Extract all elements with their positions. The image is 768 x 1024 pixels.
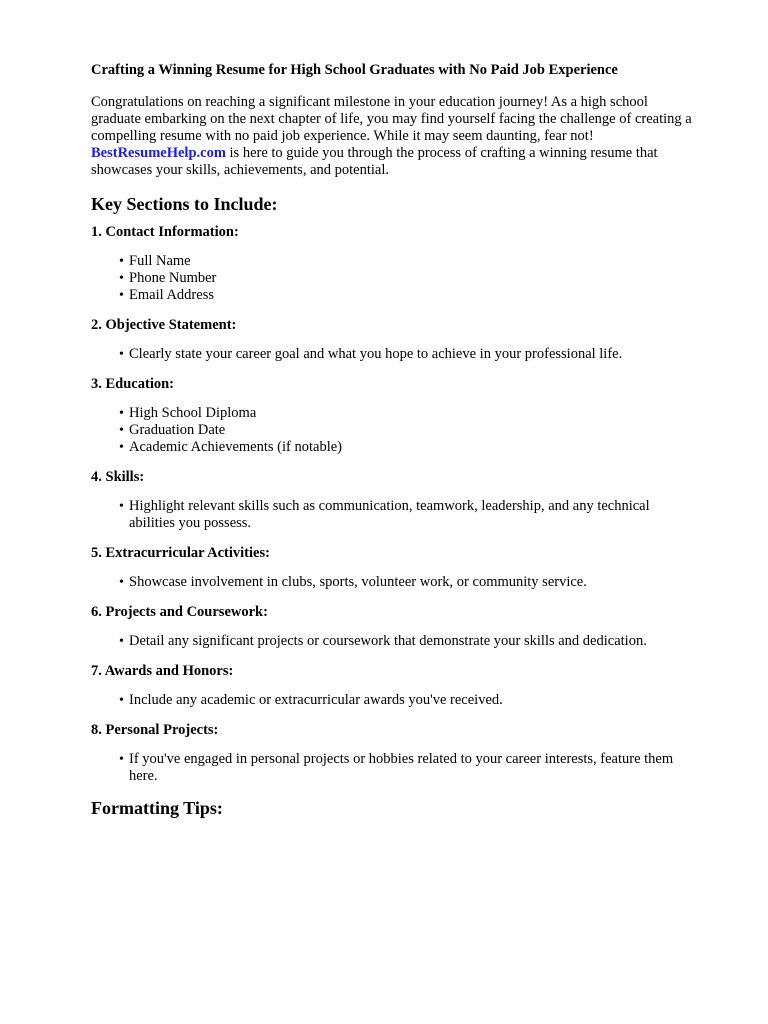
list-item-text: Include any academic or extracurricular awards you've received. <box>129 692 503 708</box>
section-heading: 2. Objective Statement: <box>91 317 237 333</box>
list-item-text: If you've engaged in personal projects or hobbies related to your career interests, feature them here. <box>129 751 674 784</box>
list-item-text: Detail any significant projects or coursework that demonstrate your skills and dedication. <box>129 633 647 649</box>
bullet-list <box>91 692 698 709</box>
list-item <box>119 574 698 591</box>
list-item <box>119 422 698 439</box>
bullet-list <box>91 633 698 650</box>
bullet-icon: • <box>119 423 124 438</box>
list-item-text: Graduation Date <box>129 422 226 438</box>
list-item-text: Showcase involvement in clubs, sports, volunteer work, or community service. <box>129 574 587 590</box>
intro-paragraph <box>91 94 698 179</box>
bullet-icon: • <box>119 575 124 590</box>
bullet-list <box>91 405 698 456</box>
section-heading: 7. Awards and Honors: <box>91 663 234 679</box>
bullet-icon: • <box>119 254 124 269</box>
bullet-icon: • <box>119 752 124 767</box>
list-item-text: Highlight relevant skills such as communication, teamwork, leadership, and any technical abilities you possess. <box>129 498 650 531</box>
key-sections-heading: Key Sections to Include: <box>91 194 278 214</box>
list-item-text: High School Diploma <box>129 405 257 421</box>
list-item <box>119 498 698 532</box>
list-item-text: Clearly state your career goal and what you hope to achieve in your professional life. <box>129 346 623 362</box>
intro-text-before-link: Congratulations on reaching a significant milestone in your education journey! As a high school graduate embarking on the next chapter of life, you may find yourself facing the challenge of creating a compelling resume with no paid job experience. While it may seem daunting, fear not! <box>91 94 692 144</box>
bullet-list <box>91 574 698 591</box>
list-item <box>119 253 698 270</box>
list-item <box>119 751 698 785</box>
list-item-text: Email Address <box>129 287 214 303</box>
document-title: Crafting a Winning Resume for High School Graduates with No Paid Job Experience <box>91 62 618 78</box>
bullet-icon: • <box>119 406 124 421</box>
bestresumehelp-link[interactable]: BestResumeHelp.com <box>91 145 226 161</box>
list-item <box>119 439 698 456</box>
section-heading: 1. Contact Information: <box>91 224 239 240</box>
bullet-icon: • <box>119 440 124 455</box>
formatting-tips-heading: Formatting Tips: <box>91 798 223 818</box>
bullet-icon: • <box>119 693 124 708</box>
bullet-icon: • <box>119 288 124 303</box>
bullet-list <box>91 498 698 532</box>
bullet-icon: • <box>119 634 124 649</box>
list-item-text: Academic Achievements (if notable) <box>129 439 342 455</box>
sections-list <box>91 223 698 785</box>
section-heading: 3. Education: <box>91 376 174 392</box>
list-item <box>119 405 698 422</box>
list-item-text: Phone Number <box>129 270 217 286</box>
list-item <box>119 692 698 709</box>
section-heading: 8. Personal Projects: <box>91 722 219 738</box>
section-heading: 6. Projects and Coursework: <box>91 604 268 620</box>
list-item <box>119 270 698 287</box>
list-item <box>119 287 698 304</box>
list-item <box>119 346 698 363</box>
bullet-icon: • <box>119 347 124 362</box>
list-item <box>119 633 698 650</box>
bullet-list <box>91 253 698 304</box>
bullet-list <box>91 346 698 363</box>
bullet-list <box>91 751 698 785</box>
list-item-text: Full Name <box>129 253 191 269</box>
intro-text-after-link: is here to guide you through the process of crafting a winning resume that showcases your skills, achievements, and potential. <box>91 145 658 178</box>
section-heading: 5. Extracurricular Activities: <box>91 545 270 561</box>
bullet-icon: • <box>119 271 124 286</box>
section-heading: 4. Skills: <box>91 469 145 485</box>
bullet-icon: • <box>119 499 124 514</box>
